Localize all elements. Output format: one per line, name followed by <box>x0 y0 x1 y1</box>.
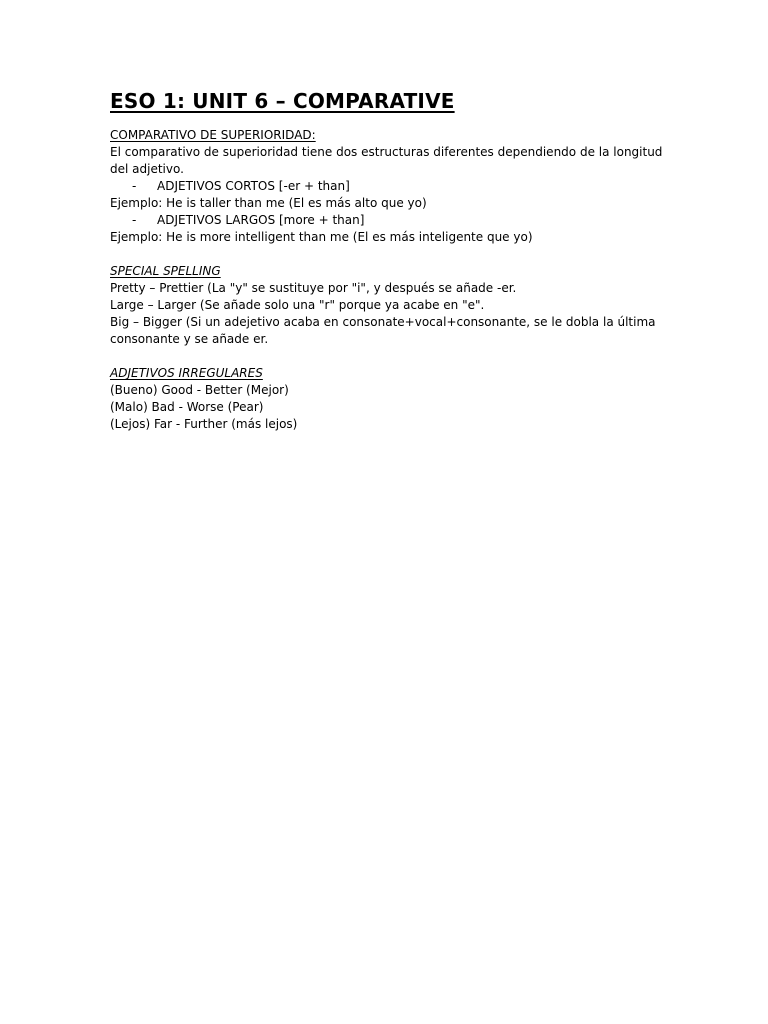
special-spelling-heading: SPECIAL SPELLING <box>110 264 221 278</box>
irregular-line-good: (Bueno) Good - Better (Mejor) <box>110 383 289 397</box>
spelling-line-big: Big – Bigger (Si un adejetivo acaba en consonate+vocal+consonante, se le dobla la última consonante y se añade er. <box>110 315 656 346</box>
long-adjectives-item <box>110 212 670 229</box>
short-example: Ejemplo: He is taller than me (El es más alto que yo) <box>110 196 427 210</box>
superiority-intro: El comparativo de superioridad tiene dos estructuras diferentes dependiendo de la longitud del adjetivo. <box>110 145 663 176</box>
bullet-dash: - <box>132 213 137 227</box>
long-adjectives-text: ADJETIVOS LARGOS [more + than] <box>157 213 365 227</box>
page-title: ESO 1: UNIT 6 – COMPARATIVE <box>110 89 455 113</box>
irregular-heading: ADJETIVOS IRREGULARES <box>110 366 263 380</box>
short-adjectives-item <box>110 178 670 195</box>
irregular-section <box>110 365 670 433</box>
superiority-section <box>110 127 670 246</box>
short-adjectives-text: ADJETIVOS CORTOS [-er + than] <box>157 179 350 193</box>
long-example: Ejemplo: He is more intelligent than me (El es más inteligente que yo) <box>110 230 533 244</box>
superiority-heading: COMPARATIVO DE SUPERIORIDAD: <box>110 128 316 142</box>
special-spelling-section <box>110 263 670 348</box>
spelling-line-large: Large – Larger (Se añade solo una "r" porque ya acabe en "e". <box>110 298 485 312</box>
spelling-line-pretty: Pretty – Prettier (La "y" se sustituye por "i", y después se añade -er. <box>110 281 517 295</box>
document-content <box>110 88 670 450</box>
irregular-line-bad: (Malo) Bad - Worse (Pear) <box>110 400 264 414</box>
bullet-dash: - <box>132 179 137 193</box>
irregular-line-far: (Lejos) Far - Further (más lejos) <box>110 417 298 431</box>
